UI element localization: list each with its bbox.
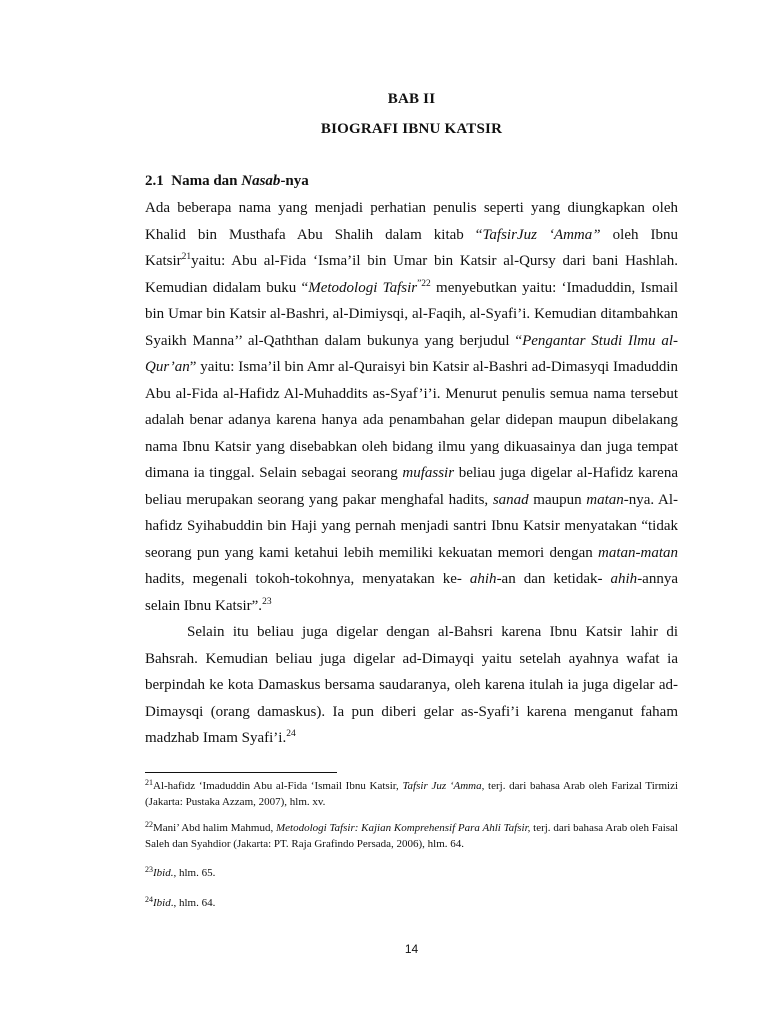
footnote-number: 24 [145, 895, 153, 904]
italic-run: Metodologi Tafsir: Kajian Komprehensif Para Ahli Tafsir, [275, 822, 531, 834]
footnote-number: 22 [145, 820, 153, 829]
italic-run: Pengantar Studi Ilmu al-Qur’an [145, 332, 678, 375]
italic-run: Ibid [153, 897, 171, 909]
paragraph-2 [145, 619, 678, 752]
text-run: Ada beberapa nama yang menjadi perhatian penulis seperti yang diungkapkan oleh Khalid bin Musthafa Abu Shalih dalam kitab “ [145, 200, 678, 243]
footnote-ref-23: 23 [262, 596, 272, 607]
text-run: -annya selain Ibnu Katsir”. [145, 571, 678, 614]
italic-run: Ibid., [153, 867, 177, 879]
text-run: yaitu: Abu al-Fida ‘Isma’il bin Umar bin Katsir al-Qursy dari bani Hashlah. Kemudian didalam buku “ [145, 253, 678, 296]
footnote-ref-22: ”22 [417, 278, 431, 289]
section-number: 2.1 [145, 173, 164, 189]
footnote-separator [145, 772, 337, 773]
chapter-title: BIOGRAFI IBNU KATSIR [320, 121, 503, 137]
footnote-23 [145, 866, 678, 882]
text-run: hadits, megenali tokoh-tokohnya, menyatakan ke- [145, 571, 470, 587]
footnote-22 [145, 821, 678, 852]
italic-run: mufassir [402, 465, 455, 481]
text-run: ” yaitu: Isma’il bin Amr al-Quraisyi bin Katsir al-Bashri ad-Dimasyqi Imaduddin Abu al-Fida al-Hafidz Al-Muhaddits as-Syaf’i’i. Menurut penulis semua nama tersebut adalah benar adanya karena hanya ada penambahan gelar didepan maupun dibelakang nama Ibnu Katsir yang disebabkan oleh bidang ilmu yang dikuasainya dan juga tempat dimana ia tinggal. Selain sebagai seorang [145, 359, 678, 481]
footnote-21 [145, 779, 678, 810]
text-run: -an dan ketidak- [496, 571, 611, 587]
section-heading [145, 173, 309, 190]
italic-run: Metodologi Tafsir [308, 279, 418, 296]
footnote-ref-24: 24 [286, 729, 296, 739]
footnote-ref-21: 21 [181, 252, 192, 262]
page-number: 14 [404, 942, 419, 956]
text-run: ., hlm. 64. [170, 897, 216, 909]
section-label-italic: Nasab [241, 173, 281, 189]
text-run: hlm. 65. [176, 867, 216, 879]
text-run: Al-hafidz ‘Imaduddin Abu al-Fida ‘Ismail Ibnu Katsir, [153, 780, 403, 792]
italic-run: matan-matan [598, 544, 678, 561]
section-label-a: Nama dan [171, 173, 242, 189]
text-run: terj. dari bahasa Arab oleh Farizal Tirmizi (Jakarta: Pustaka Azzam, 2007), hlm. xv. [145, 780, 679, 808]
text-run: menyebutkan yaitu: ‘Imaduddin, Ismail bin Umar bin Katsir al-Bashri, al-Dimiysqi, al-Faqih, al-Syafi’i. Kemudian ditambahkan Syaikh Manna’’ al-Qaththan dalam bukunya yang berjudul “ [145, 279, 678, 349]
text-run: maupun [528, 491, 587, 508]
footnote-number: 21 [145, 778, 153, 787]
italic-run: ahih [469, 571, 497, 587]
footnote-24 [145, 896, 678, 912]
italic-run: matan [586, 491, 624, 508]
section-label-b: -nya [280, 173, 309, 189]
paragraph-1 [145, 195, 678, 619]
text-run: beliau juga digelar al-Hafidz karena beliau merupakan seorang yang pakar menghafal hadits, [145, 465, 678, 508]
italic-run: Tafsir Juz ‘Amma, [402, 780, 485, 792]
text-run: oleh Ibnu Katsir [145, 226, 678, 269]
text-run: terj. dari bahasa Arab oleh Faisal Saleh dan Syahdior (Jakarta: PT. Raja Grafindo Persada, 2006), hlm. 64. [145, 822, 678, 850]
italic-run: sanad [492, 491, 529, 508]
footnote-number: 23 [145, 865, 153, 874]
text-run: -nya. Al-hafidz Syihabuddin bin Haji yang pernah menjadi santri Ibnu Katsir menyatakan “tidak seorang pun yang kami ketahui lebih memiliki kekuatan memori dengan [145, 491, 678, 561]
chapter-heading: BAB II [387, 91, 436, 107]
italic-run: ahih [610, 571, 638, 587]
text-run: Selain itu beliau juga digelar dengan al-Bahsri karena Ibnu Katsir lahir di Bahsrah. Kemudian beliau juga digelar ad-Dimayqi yaitu setelah ayahnya wafat ia berpindah ke kota Damaskus bersama saudaranya, oleh karena itulah ia juga digelar ad-Dimaysqi (orang damaskus). Ia pun diberi gelar as-Syafi’i karena menganut faham madzhab Imam Syafi’i. [145, 624, 678, 746]
italic-run: TafsirJuz ‘Amma” [482, 226, 601, 243]
text-run: Mani’ Abd halim Mahmud, [153, 822, 276, 834]
body-text [145, 195, 678, 752]
